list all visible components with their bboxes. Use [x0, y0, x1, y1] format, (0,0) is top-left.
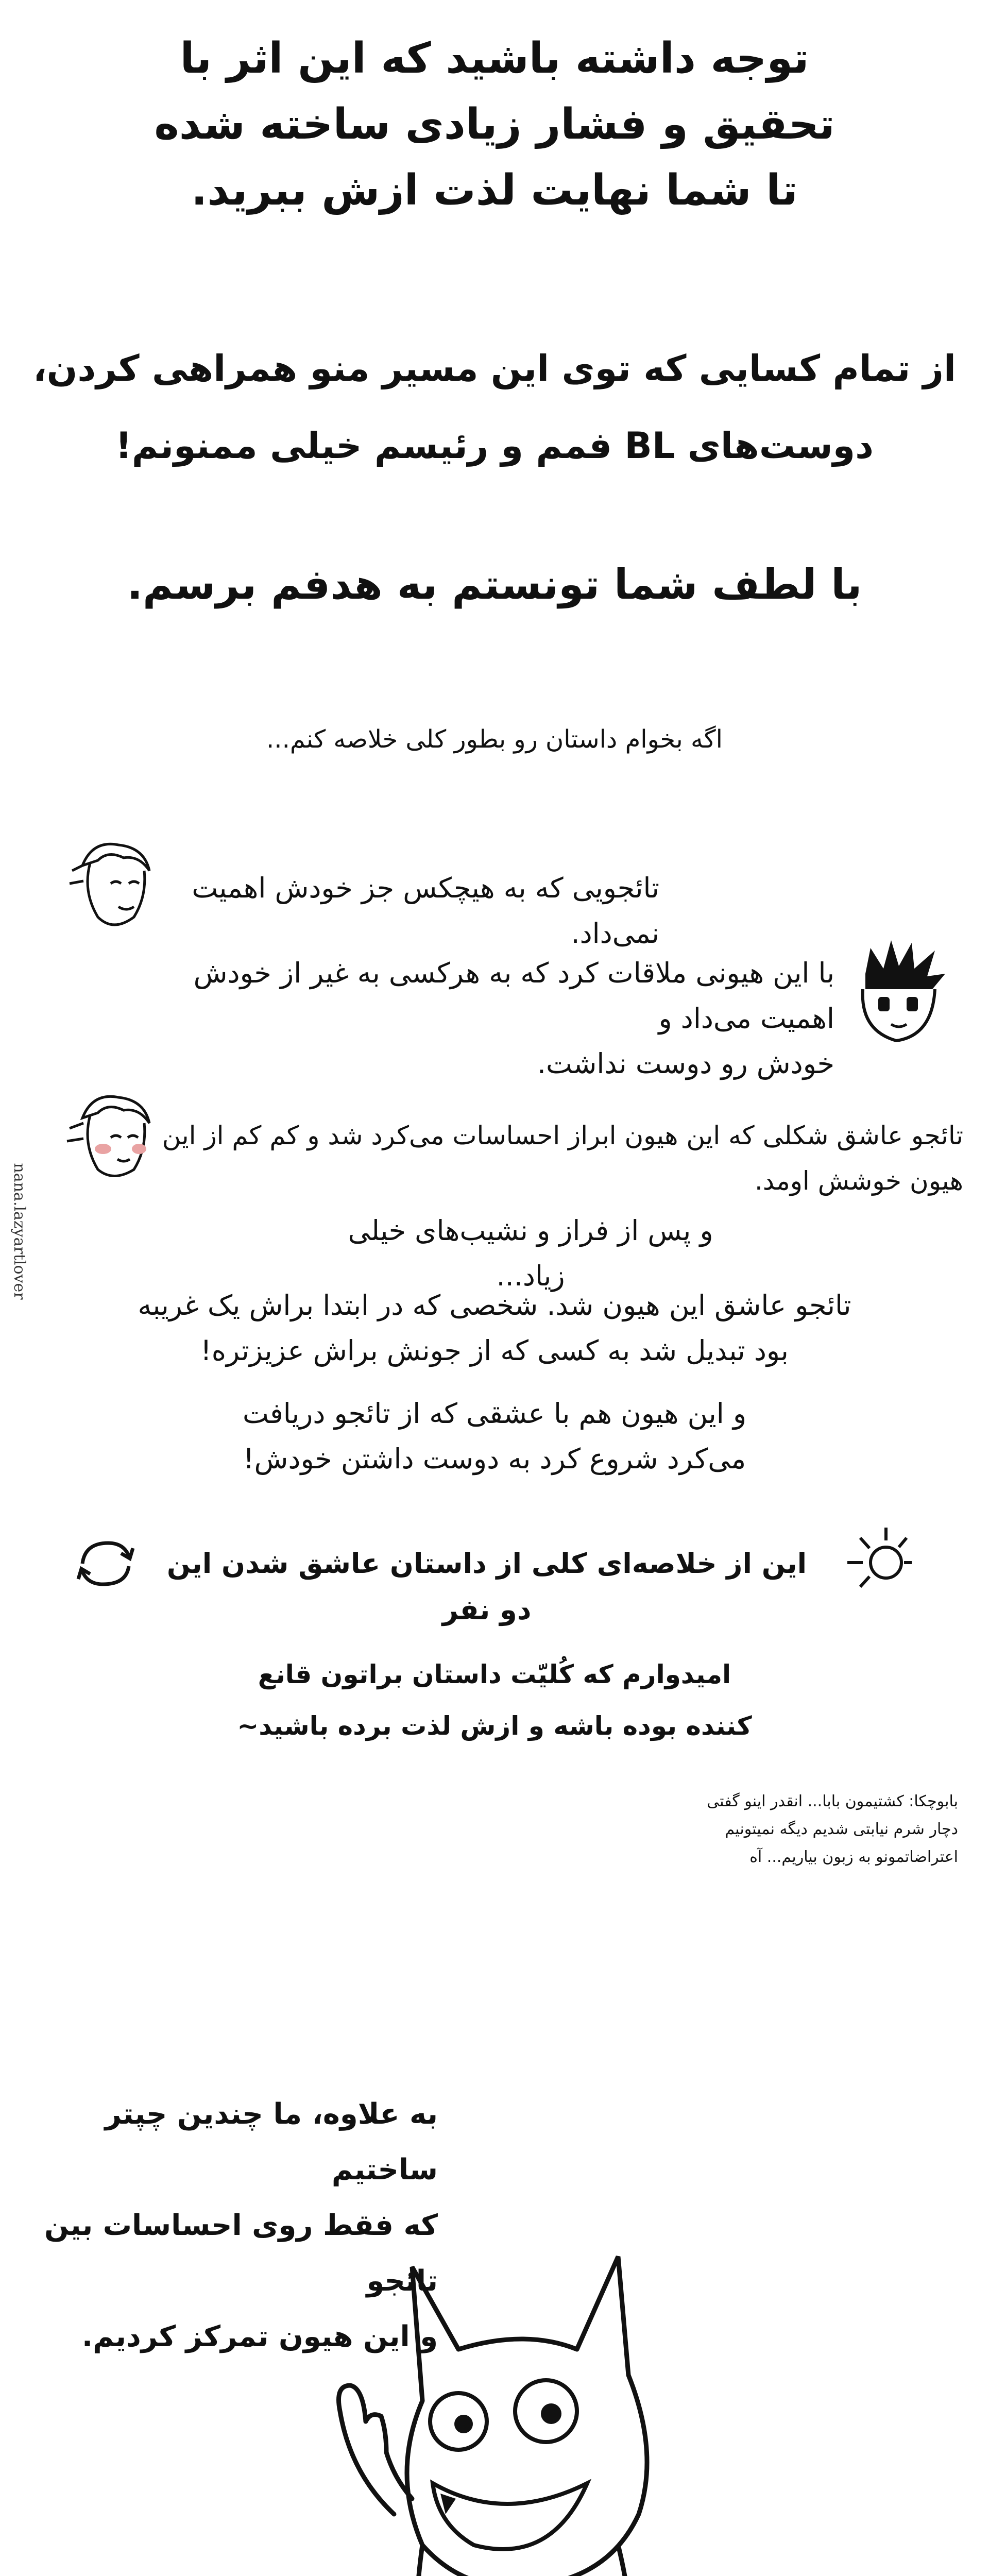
hope-block [0, 1649, 989, 1752]
hero-line: تا شما نهایت لذت ازش ببرید. [191, 166, 798, 215]
story-heewon [124, 951, 834, 1087]
hope-line: کننده بوده باشه و ازش لذت برده باشید~ [237, 1711, 752, 1741]
babuchka-note [618, 1788, 958, 1871]
hero-line: تحقیق و فشار زیادی ساخته شده [154, 100, 835, 149]
sun-icon [829, 1522, 917, 1600]
story-taeju: تائجویی که به هیچکس جز خودش اهمیت نمی‌داد. [192, 872, 659, 950]
note-line: بابوچکا: کشتیمون بابا... انقدر اینو گفتی [707, 1792, 958, 1810]
story-ups-downs: و پس از فراز و نشیب‌های خیلی زیاد... [348, 1214, 713, 1292]
hero-notice [0, 26, 989, 224]
story-heewon-line: خودش رو دوست نداشت. [537, 1047, 834, 1080]
story-para1-line: تائجو عاشق این هیون شد. شخصی که در ابتدا براش یک غریبه [138, 1289, 851, 1321]
summary-text: این از خلاصه‌ای کلی از داستان عاشق شدن این دو نفر [166, 1547, 807, 1626]
cat-creature-illustration [216, 2257, 865, 2576]
story-para1 [82, 1283, 907, 1374]
story-para2-line: می‌کرد شروع کرد به دوست داشتن خودش! [243, 1443, 746, 1475]
taeju-blushing-face-icon [62, 1087, 165, 1185]
story-para2-line: و این هیون هم با عشقی که از تائجو دریافت [242, 1397, 747, 1430]
artist-watermark: nana.lazyartlover [10, 1163, 28, 1300]
final-line: و این هیون تمرکز کردیم. [81, 2320, 438, 2353]
final-line: به علاوه، ما چندین چپتر ساختیم [105, 2097, 438, 2187]
story-love: تائجو عاشق شکلی که این هیون ابراز احساسات می‌کرد شد و کم کم از این هیون خوشش اومد. [162, 1121, 963, 1196]
summary-intro: اگه بخوام داستان رو بطور کلی خلاصه کنم... [266, 725, 723, 754]
hero-line: توجه داشته باشید که این اثر با [180, 34, 809, 83]
story-para1-line: بود تبدیل شد به کسی که از جونش براش عزیزتره! [200, 1334, 789, 1367]
note-line: اعتراضاتمونو به زبون بیاریم... آه [749, 1848, 958, 1866]
hope-line: امیدوارم که کُلیّت داستان براتون قانع [258, 1659, 731, 1689]
final-line: که فقط روی احساسات بین تائجو [44, 2209, 438, 2298]
heewon-face-icon [840, 938, 958, 1056]
thanks-closing: با لطف شما تونستم به هدفم برسم. [127, 561, 862, 608]
refresh-arrows-icon [72, 1535, 139, 1592]
story-heewon-line: با این هیونی ملاقات کرد که به هرکسی به غیر از خودش اهمیت می‌داد و [193, 957, 834, 1035]
note-line: دچار شرم نیابتی شدیم دیگه نمیتونیم [725, 1820, 958, 1838]
thanks-block [0, 330, 989, 484]
thanks-line: از تمام کسایی که توی این مسیر منو همراهی کردن، [33, 347, 956, 389]
taeju-face-icon [62, 835, 165, 938]
story-para2 [82, 1391, 907, 1482]
thanks-line: دوست‌های BL فمم و رئیسم خیلی ممنونم! [115, 425, 874, 467]
